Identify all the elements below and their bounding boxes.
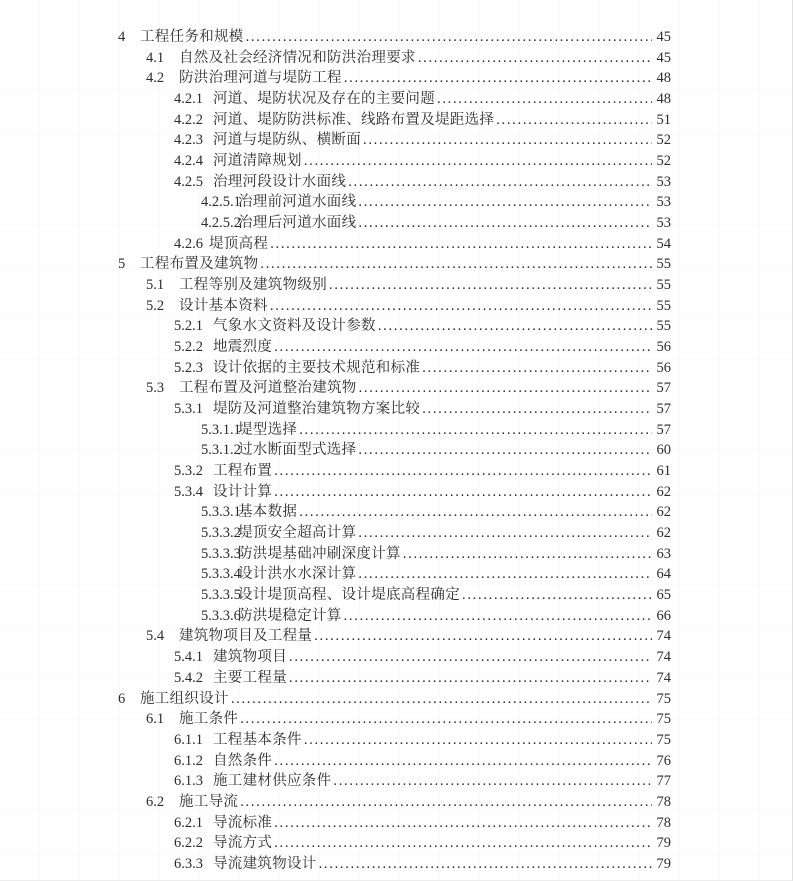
- toc-dot-leader: [358, 213, 652, 234]
- toc-entry-number: 5.3.3.4: [201, 566, 241, 583]
- toc-dot-leader: [270, 296, 652, 317]
- toc-entry-title: 施工条件: [179, 711, 239, 728]
- toc-entry[interactable]: [0, 585, 671, 606]
- toc-entry-page: 61: [656, 463, 671, 480]
- toc-entry-title: 施工导流: [179, 793, 239, 810]
- toc-entry-page: 55: [656, 277, 671, 294]
- toc-entry[interactable]: [0, 771, 671, 792]
- toc-entry-page: 78: [656, 814, 671, 831]
- toc-dot-leader: [270, 234, 652, 255]
- toc-entry-number: 6: [118, 690, 126, 707]
- toc-entry-page: 52: [656, 153, 671, 170]
- toc-entry-number: 5.3.3.5: [201, 587, 241, 604]
- toc-dot-leader: [437, 89, 652, 110]
- toc-dot-leader: [363, 130, 652, 151]
- toc-entry-title: 设计依据的主要技术规范和标准: [213, 359, 421, 376]
- toc-entry-title: 设计基本资料: [179, 297, 268, 314]
- toc-entry-title: 施工组织设计: [140, 690, 229, 707]
- toc-entry-title: 设计洪水水深计算: [238, 566, 357, 583]
- toc-dot-leader: [358, 564, 652, 585]
- toc-entry-page: 56: [656, 359, 671, 376]
- toc-dot-leader: [289, 647, 652, 668]
- toc-entry-number: 5.3: [146, 380, 165, 397]
- toc-entry-title: 基本数据: [238, 504, 298, 521]
- toc-entry-page: 74: [656, 628, 671, 645]
- toc-entry[interactable]: [0, 544, 671, 565]
- toc-entry-page: 77: [656, 773, 671, 790]
- toc-entry[interactable]: [0, 110, 671, 131]
- toc-dot-leader: [358, 440, 652, 461]
- toc-entry[interactable]: [0, 502, 671, 523]
- toc-entry-page: 79: [656, 855, 671, 872]
- toc-entry-title: 工程任务和规模: [140, 29, 244, 45]
- toc-dot-leader: [240, 709, 652, 730]
- toc-dot-leader: [231, 689, 652, 710]
- toc-entry-page: 55: [656, 318, 671, 335]
- toc-entry[interactable]: [0, 730, 671, 751]
- toc-entry-page: 75: [656, 731, 671, 748]
- toc-entry-number: 5: [118, 256, 126, 273]
- toc-entry-title: 堤顶安全超高计算: [238, 525, 357, 542]
- toc-entry[interactable]: [0, 358, 671, 379]
- toc-entry[interactable]: [0, 399, 671, 420]
- toc-dot-leader: [304, 730, 652, 751]
- toc-entry-title: 主要工程量: [213, 669, 287, 686]
- toc-entry-page: 52: [656, 132, 671, 149]
- toc-entry[interactable]: [0, 813, 671, 834]
- toc-entry-page: 65: [656, 587, 671, 604]
- toc-dot-leader: [314, 626, 652, 647]
- toc-entry-number: 5.3.4: [174, 483, 203, 500]
- toc-entry-title: 施工建材供应条件: [213, 773, 332, 790]
- toc-entry-page: 62: [656, 525, 671, 542]
- toc-entry-number: 6.2: [146, 793, 165, 810]
- toc-entry-title: 治理前河道水面线: [238, 194, 357, 211]
- toc-dot-leader: [422, 399, 652, 420]
- toc-entry-number: 4: [118, 29, 126, 45]
- toc-entry-title: 自然及社会经济情况和防洪治理要求: [179, 49, 416, 66]
- toc-dot-leader: [403, 544, 652, 565]
- toc-entry-number: 4.2.5: [174, 173, 203, 190]
- toc-entry-number: 6.1: [146, 711, 165, 728]
- toc-entry-title: 河道清障规划: [213, 153, 302, 170]
- toc-entry-page: 66: [656, 607, 671, 624]
- toc-entry-page: 60: [656, 442, 671, 459]
- toc-entry[interactable]: [0, 275, 671, 296]
- toc-entry[interactable]: [0, 130, 671, 151]
- toc-entry-number: 4.2: [146, 70, 165, 87]
- toc-entry-title: 自然条件: [213, 752, 273, 769]
- toc-entry-page: 63: [656, 545, 671, 562]
- toc-entry-title: 工程基本条件: [213, 731, 302, 748]
- toc-entry-number: 4.2.3: [174, 132, 203, 149]
- toc-entry[interactable]: [0, 751, 671, 772]
- toc-entry-title: 工程布置及河道整治建筑物: [179, 380, 357, 397]
- toc-entry-title: 堤型选择: [238, 421, 298, 438]
- toc-entry-title: 工程布置: [213, 463, 273, 480]
- toc-dot-leader: [344, 606, 652, 627]
- toc-dot-leader: [358, 192, 652, 213]
- toc-entry-page: 55: [656, 297, 671, 314]
- toc-dot-leader: [240, 792, 652, 813]
- toc-entry[interactable]: [0, 296, 671, 317]
- toc-entry-page: 75: [656, 690, 671, 707]
- toc-entry-page: 64: [656, 566, 671, 583]
- toc-entry-page: 74: [656, 649, 671, 666]
- toc-entry-page: 62: [656, 483, 671, 500]
- toc-entry-title: 防洪堤基础冲刷深度计算: [238, 545, 401, 562]
- toc-entry[interactable]: [0, 440, 671, 461]
- toc-entry[interactable]: [0, 792, 671, 813]
- toc-entry-number: 6.2.2: [174, 835, 203, 852]
- toc-entry-title: 工程等别及建筑物级别: [179, 277, 327, 294]
- toc-dot-leader: [246, 27, 652, 48]
- toc-entry-title: 河道、堤防状况及存在的主要问题: [213, 91, 435, 108]
- toc-dot-leader: [359, 378, 652, 399]
- toc-dot-leader: [319, 854, 652, 875]
- toc-entry-number: 6.3.3: [174, 855, 203, 872]
- toc-entry-number: 4.2.5.1: [201, 194, 241, 211]
- toc-entry-title: 建筑物项目及工程量: [179, 628, 313, 645]
- toc-entry-page: 48: [656, 70, 671, 87]
- toc-entry[interactable]: [0, 192, 671, 213]
- toc-dot-leader: [274, 751, 652, 772]
- toc-dot-leader: [274, 813, 652, 834]
- toc-entry-number: 5.3.1.1: [201, 421, 241, 438]
- toc-entry-title: 防洪堤稳定计算: [238, 607, 342, 624]
- toc-entry-title: 堤顶高程: [209, 235, 269, 252]
- toc-entry-page: 53: [656, 173, 671, 190]
- toc-entry[interactable]: [0, 854, 671, 875]
- toc-entry-number: 4.2.2: [174, 111, 203, 128]
- toc-entry[interactable]: [0, 709, 671, 730]
- toc-entry-title: 设计堤顶高程、设计堤底高程确定: [238, 587, 460, 604]
- toc-entry[interactable]: [0, 482, 671, 503]
- toc-entry-page: 78: [656, 793, 671, 810]
- toc-entry-title: 河道与堤防纵、横断面: [213, 132, 361, 149]
- toc-dot-leader: [348, 172, 652, 193]
- toc-dot-leader: [299, 420, 652, 441]
- toc-entry[interactable]: [0, 833, 671, 854]
- toc-entry-number: 4.2.1: [174, 91, 203, 108]
- toc-entry[interactable]: [0, 668, 671, 689]
- toc-entry-page: 55: [656, 256, 671, 273]
- toc-entry-number: 5.4: [146, 628, 165, 645]
- toc-entry-number: 5.4.2: [174, 669, 203, 686]
- toc-entry-number: 5.2: [146, 297, 165, 314]
- toc-entry-title: 治理后河道水面线: [238, 215, 357, 232]
- toc-entry-number: 5.1: [146, 277, 165, 294]
- toc-entry-page: 45: [656, 29, 671, 45]
- toc-entry-number: 5.4.1: [174, 649, 203, 666]
- toc-entry-title: 气象水文资料及设计参数: [213, 318, 376, 335]
- toc-entry-number: 5.2.1: [174, 318, 203, 335]
- toc-entry[interactable]: [0, 213, 671, 234]
- toc-entry-title: 建筑物项目: [213, 649, 287, 666]
- toc-entry-title: 过水断面型式选择: [238, 442, 357, 459]
- toc-dot-leader: [422, 358, 652, 379]
- toc-entry[interactable]: [0, 420, 671, 441]
- toc-dot-leader: [274, 461, 652, 482]
- toc-dot-leader: [274, 337, 652, 358]
- toc-entry[interactable]: [0, 254, 671, 275]
- toc-entry-title: 导流建筑物设计: [213, 855, 317, 872]
- toc-entry-page: 75: [656, 711, 671, 728]
- toc-entry-title: 导流标准: [213, 814, 273, 831]
- toc-entry-number: 6.1.1: [174, 731, 203, 748]
- toc-entry[interactable]: [0, 461, 671, 482]
- toc-entry-number: 4.2.5.2: [201, 215, 241, 232]
- toc-dot-leader: [462, 585, 652, 606]
- toc-entry-page: 56: [656, 339, 671, 356]
- toc-dot-leader: [260, 254, 652, 275]
- toc-entry-number: 5.2.3: [174, 359, 203, 376]
- toc-entry[interactable]: [0, 523, 671, 544]
- toc-entry-page: 79: [656, 835, 671, 852]
- toc-entry[interactable]: [0, 316, 671, 337]
- toc-entry[interactable]: [0, 89, 671, 110]
- toc-entry-number: 4.1: [146, 49, 165, 66]
- toc-entry[interactable]: [0, 172, 671, 193]
- toc-entry[interactable]: [0, 378, 671, 399]
- toc-entry-number: 5.2.2: [174, 339, 203, 356]
- toc-entry-number: 5.3.3.3: [201, 545, 241, 562]
- toc-dot-leader: [274, 482, 652, 503]
- toc-entry-page: 53: [656, 215, 671, 232]
- toc-entry[interactable]: [0, 647, 671, 668]
- toc-entry[interactable]: [0, 606, 671, 627]
- toc-entry[interactable]: [0, 68, 671, 89]
- toc-entry[interactable]: [0, 48, 671, 69]
- toc-entry-title: 工程布置及建筑物: [140, 256, 259, 273]
- toc-entry-number: 5.3.3.6: [201, 607, 241, 624]
- toc-entry-page: 51: [656, 111, 671, 128]
- toc-entry-number: 4.2.4: [174, 153, 203, 170]
- toc-dot-leader: [418, 48, 652, 69]
- toc-entry-page: 76: [656, 752, 671, 769]
- toc-entry-page: 57: [656, 401, 671, 418]
- toc-dot-leader: [496, 110, 652, 131]
- toc-dot-leader: [344, 68, 652, 89]
- toc-entry-title: 防洪治理河道与堤防工程: [179, 70, 342, 87]
- toc-dot-leader: [358, 523, 652, 544]
- toc-entry-page: 62: [656, 504, 671, 521]
- toc-dot-leader: [378, 316, 652, 337]
- toc-dot-leader: [329, 275, 652, 296]
- toc-entry[interactable]: [0, 151, 671, 172]
- toc-entry-number: 5.3.2: [174, 463, 203, 480]
- toc-dot-leader: [299, 502, 652, 523]
- toc-entry-number: 4.2.6: [174, 235, 203, 252]
- toc-dot-leader: [274, 833, 652, 854]
- toc-entry[interactable]: [0, 27, 671, 48]
- toc-entry-title: 地震烈度: [213, 339, 273, 356]
- toc-entry-title: 堤防及河道整治建筑物方案比较: [213, 401, 421, 418]
- toc-entry-number: 5.3.1: [174, 401, 203, 418]
- toc-entry-title: 导流方式: [213, 835, 273, 852]
- toc-dot-leader: [289, 668, 652, 689]
- toc-entry[interactable]: [0, 564, 671, 585]
- toc-dot-leader: [333, 771, 652, 792]
- toc-entry-number: 6.2.1: [174, 814, 203, 831]
- toc-entry-title: 治理河段设计水面线: [213, 173, 347, 190]
- toc-entry[interactable]: [0, 626, 671, 647]
- toc-entry-page: 48: [656, 91, 671, 108]
- toc-entry-page: 57: [656, 380, 671, 397]
- toc-entry-title: 设计计算: [213, 483, 273, 500]
- toc-dot-leader: [304, 151, 652, 172]
- toc-entry[interactable]: [0, 234, 671, 255]
- toc-entry-page: 54: [656, 235, 671, 252]
- toc-entry-page: 57: [656, 421, 671, 438]
- toc-entry-number: 5.3.1.2: [201, 442, 241, 459]
- toc-entry[interactable]: [0, 337, 671, 358]
- toc-entry-number: 5.3.3.2: [201, 525, 241, 542]
- toc-entry-title: 河道、堤防防洪标准、线路布置及堤距选择: [213, 111, 495, 128]
- toc-entry-number: 6.1.3: [174, 773, 203, 790]
- toc-entry-page: 45: [656, 49, 671, 66]
- toc-entry-page: 74: [656, 669, 671, 686]
- toc-entry-number: 6.1.2: [174, 752, 203, 769]
- toc-entry-number: 5.3.3.1: [201, 504, 241, 521]
- toc-entry[interactable]: [0, 689, 671, 710]
- toc-entry-page: 53: [656, 194, 671, 211]
